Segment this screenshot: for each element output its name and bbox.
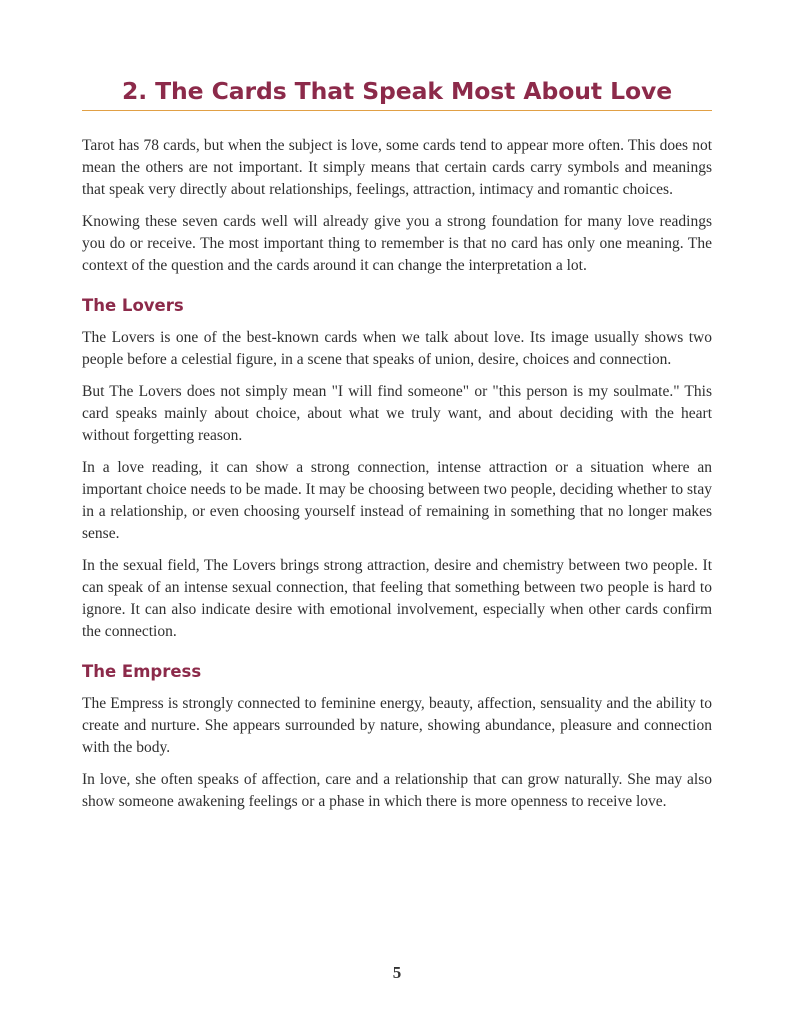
body-paragraph: In a love reading, it can show a strong connection, intense attraction or a situation where an important choice needs to be made. It may be choosing between two people, deciding whether to stay in a relationship, or even choosing yourself instead of remaining in something that no longer makes sense.: [82, 459, 712, 542]
chapter-title: 2. The Cards That Speak Most About Love: [82, 76, 712, 111]
section-title-the-lovers: The Lovers: [82, 296, 184, 315]
document-page: [82, 0, 712, 823]
section-title-the-empress: The Empress: [82, 662, 202, 681]
body-paragraph: In the sexual field, The Lovers brings strong attraction, desire and chemistry between two people. It can speak of an intense sexual connection, that feeling that something between two people is hard to ignore. It can also indicate desire with emotional involvement, especially when other cards confirm the connection.: [82, 557, 712, 640]
document-body: [82, 135, 712, 813]
page-number: 5: [392, 963, 402, 982]
body-paragraph: The Empress is strongly connected to feminine energy, beauty, affection, sensuality and the ability to create and nurture. She appears surrounded by nature, showing abundance, pleasure and connection with the body.: [82, 695, 712, 756]
body-paragraph: The Lovers is one of the best-known cards when we talk about love. Its image usually shows two people before a celestial figure, in a scene that speaks of union, desire, choices and connection.: [82, 329, 712, 368]
intro-paragraph: Knowing these seven cards well will already give you a strong foundation for many love readings you do or receive. The most important thing to remember is that no card has only one meaning. The context of the question and the cards around it can change the interpretation a lot.: [82, 213, 712, 274]
body-paragraph: But The Lovers does not simply mean "I will find someone" or "this person is my soulmate." This card speaks mainly about choice, about what we truly want, and about deciding with the heart without forgetting reason.: [82, 383, 712, 444]
intro-paragraph: Tarot has 78 cards, but when the subject is love, some cards tend to appear more often. This does not mean the others are not important. It simply means that certain cards carry symbols and meanings that speak very directly about relationships, feelings, attraction, intimacy and romantic choices.: [82, 137, 712, 198]
body-paragraph: In love, she often speaks of affection, care and a relationship that can grow naturally. She may also show someone awakening feelings or a phase in which there is more openness to receive love.: [82, 771, 712, 810]
